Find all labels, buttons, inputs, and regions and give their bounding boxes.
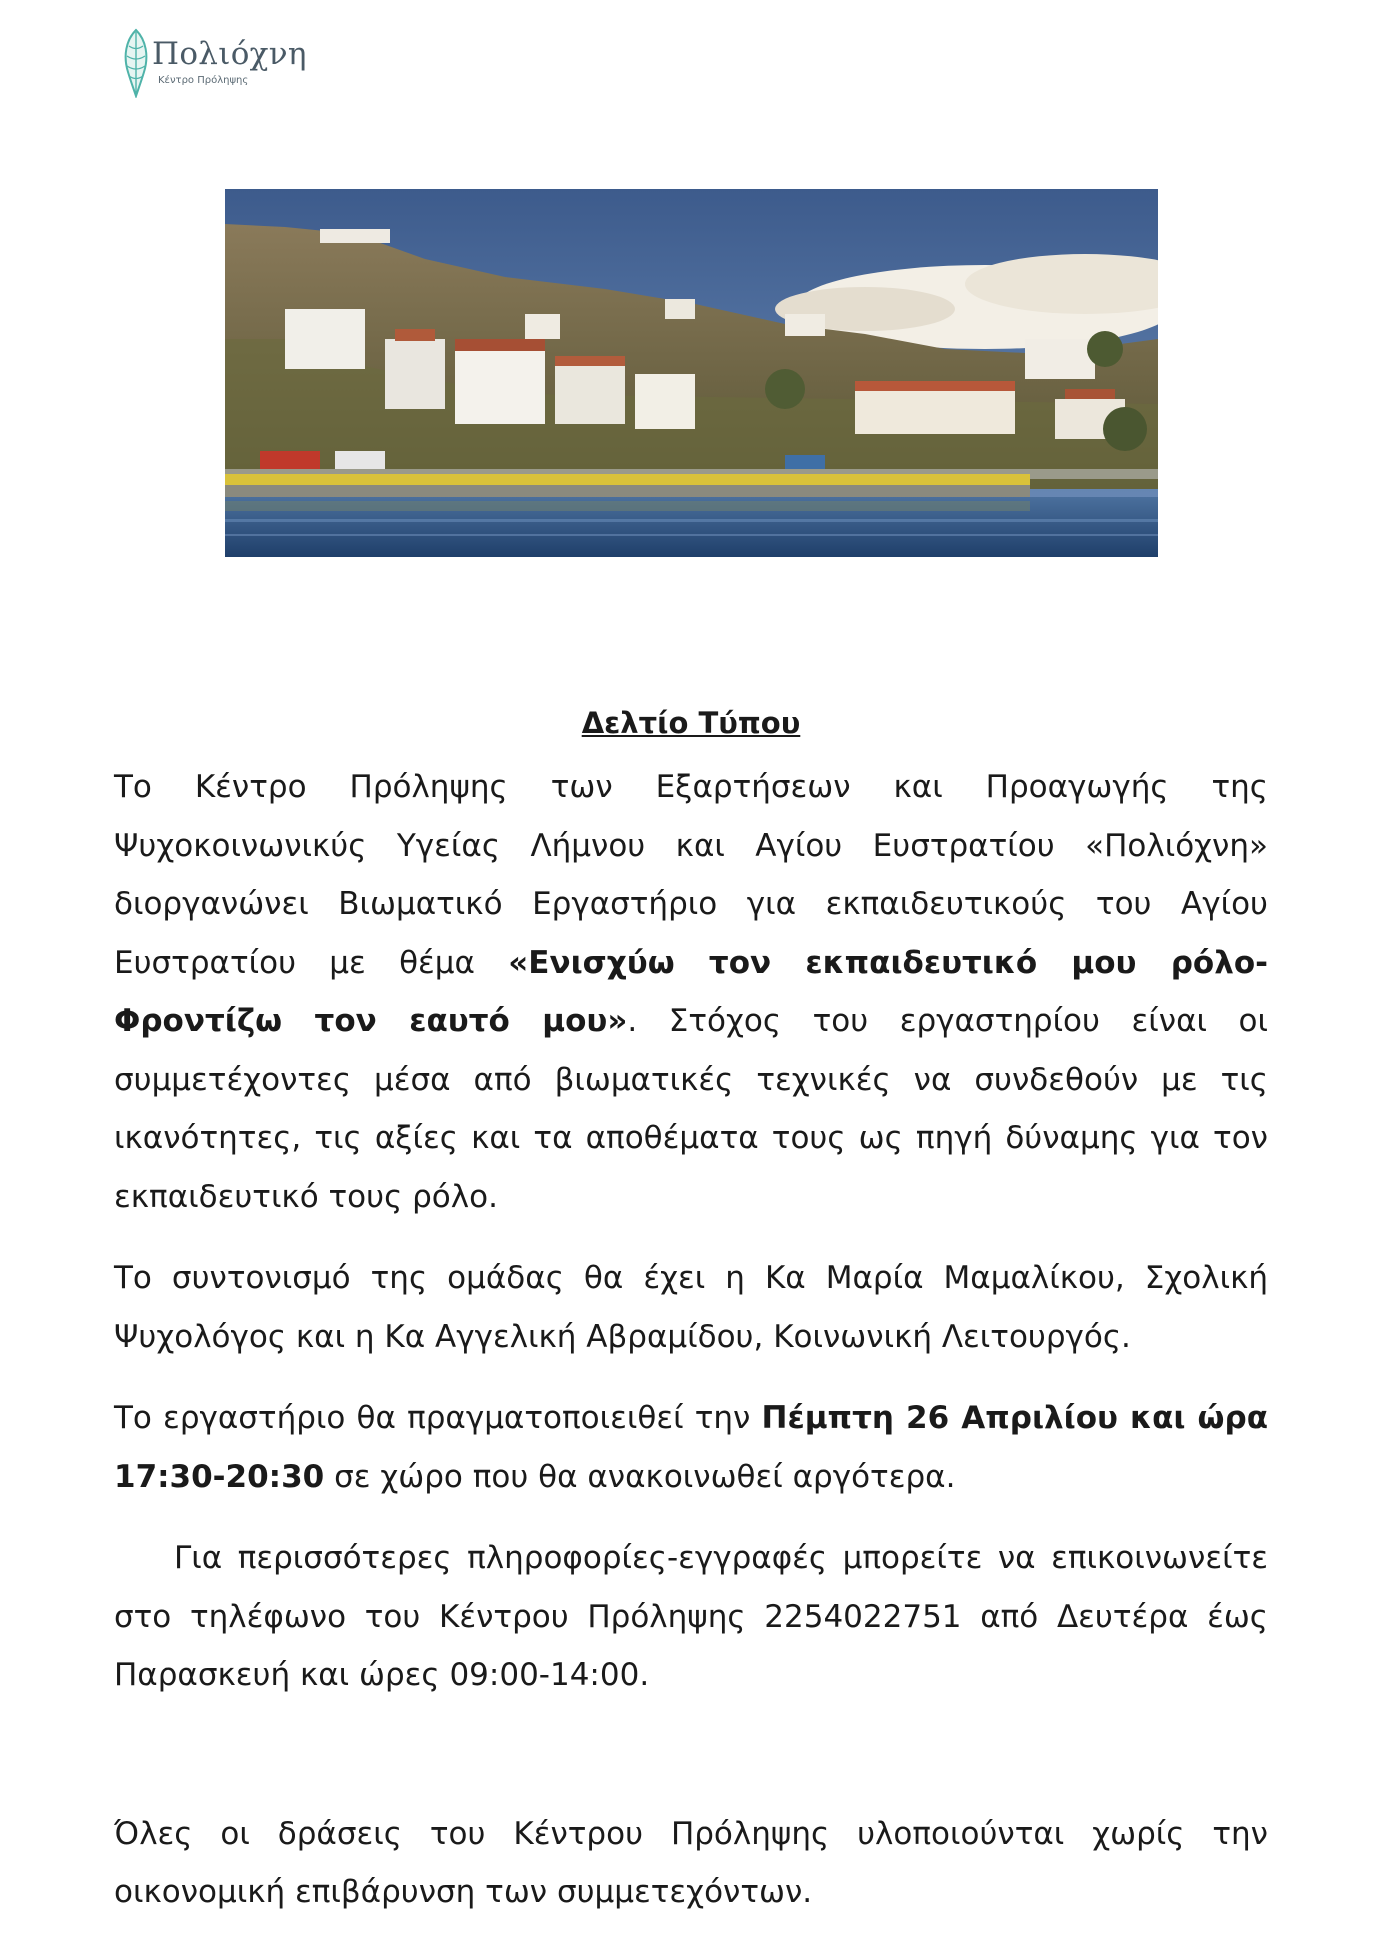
workshop-topic: «Ενισχύω τον εκπαιδευτικό μου ρόλο-Φροντίζω τον εαυτό μου» bbox=[114, 944, 1268, 1039]
paragraph-intro-text: Το Κέντρο Πρόληψης των Εξαρτήσεων και Προαγωγής της Ψυχοκοινωνικύς Υγείας Λήμνου και Αγίου Ευστρατίου «Πολιόχνη» διοργανώνει Βιωματικό Εργαστήριο για εκπαιδευτικούς του Αγίου Ευστρατίου με θέμα bbox=[114, 769, 1268, 981]
document-title: Δελτίο Τύπου bbox=[581, 706, 801, 740]
harbor-village-photo bbox=[225, 189, 1158, 557]
shell-icon bbox=[122, 26, 152, 98]
paragraph-free-of-charge: Όλες οι δράσεις του Κέντρου Πρόληψης υλοποιούνται χωρίς την οικονομική επιβάρυνση των συμμετεχόντων. bbox=[114, 1815, 1268, 1910]
logo bbox=[122, 26, 307, 100]
paragraph-coordinators: Το συντονισμό της ομάδας θα έχει η Κα Μαρία Μαμαλίκου, Σχολική Ψυχολόγος και η Κα Αγγελική Αβραμίδου, Κοινωνική Λειτουργός. bbox=[114, 1260, 1268, 1355]
paragraph-contact bbox=[114, 1529, 1268, 1705]
paragraph-schedule-text: Το εργαστήριο θα πραγματοποιειθεί την bbox=[114, 1400, 762, 1436]
paragraph-schedule bbox=[114, 1389, 1268, 1506]
workshop-datetime: Πέμπτη 26 Απριλίου και ώρα 17:30-20:30 bbox=[114, 1400, 1268, 1495]
logo-subtitle: Κέντρο Πρόληψης bbox=[158, 75, 249, 86]
paragraph-intro-rest: . Στόχος του εργαστηρίου είναι οι συμμετέχοντες μέσα από βιωματικές τεχνικές να συνδεθούν με τις ικανότητες, τις αξίες και τα αποθέματα τους ως πηγή δύναμης για τον εκπαιδευτικό τους ρόλο. bbox=[114, 1003, 1268, 1215]
paragraph-schedule-rest: σε χώρο που θα ανακοινωθεί αργότερα. bbox=[324, 1458, 956, 1495]
paragraph-intro bbox=[114, 758, 1268, 1226]
paragraph-contact-text: Για περισσότερες πληροφορίες-εγγραφές μπορείτε να επικοινωνείτε στο τηλέφωνο του Κέντρου Πρόληψης 2254022751 από Δευτέρα έως Παρασκευή και ώρες 09:00-14:00. bbox=[114, 1540, 1268, 1693]
logo-name: Πολιόχνη bbox=[152, 36, 307, 72]
press-release bbox=[114, 700, 1268, 1945]
